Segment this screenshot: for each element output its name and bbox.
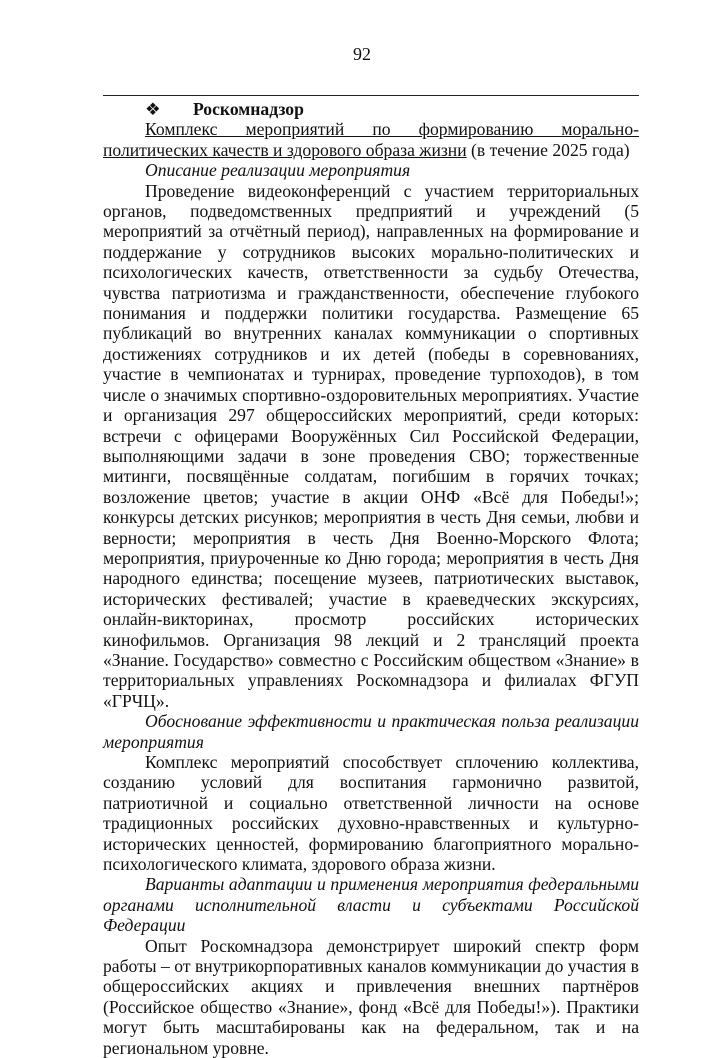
- measure-period: (в течение 2025 года): [466, 139, 630, 160]
- description-heading: Описание реализации мероприятия: [145, 160, 411, 181]
- document-body: [103, 99, 639, 1058]
- header-rule: [103, 95, 639, 96]
- justification-heading: Обоснование эффективности и практическая польза реализации мероприятия: [103, 711, 639, 752]
- page-number: 92: [353, 44, 371, 64]
- justification-text: Комплекс мероприятий способствует сплочению коллектива, созданию условий для воспитания гармонично развитой, патриотичной и социально ответственной личности на основе традиционных российских духовно-нравственных и культурно-исторических ценностей, формированию благоприятного морально-психологического климата, здорового образа жизни.: [103, 752, 639, 875]
- adaptation-heading: Варианты адаптации и применения мероприятия федеральными органами исполнительной власти и субъектами Российской Федерации: [103, 874, 639, 936]
- measure-title-underlined: Комплекс мероприятий по формированию морально-политических качеств и здорового образа жизни: [103, 119, 639, 160]
- measure-title: [103, 119, 639, 160]
- description-text: Проведение видеоконференций с участием территориальных органов, подведомственных предприятий и учреждений (5 мероприятий за отчётный период), направленных на формирование и поддержание у сотрудников высоких морально-политических и психологических качеств, ответственности за судьбу Отечества, чувства патриотизма и гражданственности, обеспечение глубокого понимания и поддержки политики государства. Размещение 65 публикаций во внутренних каналах коммуникации о спортивных достижениях сотрудников и их детей (победы в соревнованиях, участие в чемпионатах и турнирах, проведение турпоходов), в том числе о значимых спортивно-оздоровительных мероприятиях. Участие и организация 297 общероссийских мероприятий, среди которых: встречи с офицерами Вооружённых Сил Российской Федерации, выполняющими задачи в зоне проведения СВО; торжественные митинги, посвящённые солдатам, погибшим в горячих точках; возложение цветов; участие в акции ОНФ «Всё для Победы!»; конкурсы детских рисунков; мероприятия в честь Дня семьи, любви и верности; мероприятия в честь Дня Военно-Морского Флота; мероприятия, приуроченные ко Дню города; мероприятия в честь Дня народного единства; посещение музеев, патриотических выставок, исторических фестивалей; участие в краеведческих экскурсиях, онлайн-викторинах, просмотр российских исторических кинофильмов. Организация 98 лекций и 2 трансляций проекта «Знание. Государство» совместно с Российским обществом «Знание» в территориальных управлениях Роскомнадзора и филиалах ФГУП «ГРЧЦ».: [103, 180, 639, 711]
- adaptation-text: Опыт Роскомнадзора демонстрирует широкий спектр форм работы – от внутрикорпоративных каналов коммуникации до участия в общероссийских акциях и привлечения внешних партнёров (Российское общество «Знание», фонд «Всё для Победы!»). Практики могут быть масштабированы как на федеральном, так и на региональном уровне.: [103, 935, 639, 1058]
- diamond-bullet-icon: ❖: [145, 99, 161, 119]
- section-title: Роскомнадзор: [193, 99, 304, 119]
- section-heading: [103, 99, 639, 119]
